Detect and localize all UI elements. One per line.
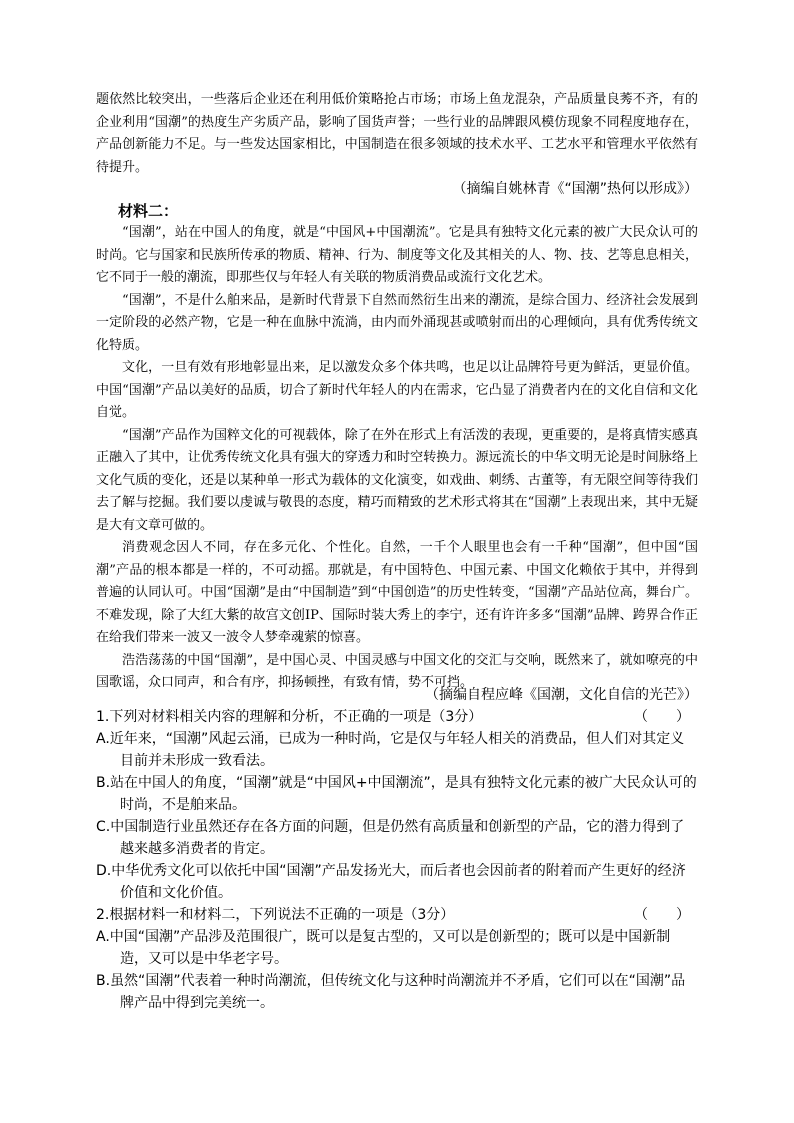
question-1: [96, 706, 698, 904]
question-stem: [96, 706, 698, 728]
answer-blank[interactable]: （ ）: [634, 907, 690, 923]
option-text: 中国“国潮”产品涉及范围很广，既可以是复古型的，又可以是创新型的；既可以是中国新制造，又可以是中华老字号。: [109, 929, 671, 967]
option-d[interactable]: [86, 860, 698, 904]
source-citation-2: （摘编自程应峰《国潮，文化自信的光芒》）: [425, 687, 698, 703]
material2-body: [96, 222, 698, 695]
option-label: C.: [96, 819, 111, 835]
material2-paragraph: 浩浩荡荡的中国“国潮”，是中国心灵、中国灵感与中国文化的交汇与交响，既然来了，就如嘹亮的中国歌谣，众口同声，和合有序，抑扬顿挫，有致有情，势不可挡。: [96, 652, 698, 690]
question-stem-text: 2.根据材料一和材料二，下列说法不正确的一项是（3分）: [96, 907, 455, 923]
option-text: 中华优秀文化可以依托中国“国潮”产品发扬光大，而后者也会因前者的附着而产生更好的经济价值和文化价值。: [111, 863, 686, 901]
material1-tail-paragraph: [96, 89, 698, 179]
answer-blank[interactable]: （ ）: [634, 709, 690, 725]
question-2: [96, 904, 698, 1014]
option-text: 站在中国人的角度，“国潮”就是“中国风+中国潮流”，是具有独特文化元素的被广大民众认可的时尚，不是舶来品。: [110, 775, 697, 813]
option-label: A.: [96, 731, 110, 747]
option-text: 近年来，“国潮”风起云涌，已成为一种时尚，它是仅与年轻人相关的消费品，但人们对其定义目前并未形成一致看法。: [109, 731, 685, 769]
option-b[interactable]: [86, 772, 698, 816]
question-stem-text: 1.下列对材料相关内容的理解和分析，不正确的一项是（3分）: [96, 709, 483, 725]
option-label: B.: [96, 973, 111, 989]
option-text: 中国制造行业虽然还存在各方面的问题，但是仍然有高质量和创新型的产品，它的潜力得到了越来越多消费者的肯定。: [110, 819, 685, 857]
option-b[interactable]: [86, 970, 698, 1014]
material2-paragraph: “国潮”产品作为国粹文化的可视载体，除了在外在形式上有活泼的表现，更重要的，是将真情实感真正融入了其中，让优秀传统文化具有强大的穿透力和时空转换力。源远流长的中华文明无论是时间脉络上文化气质的变化，还是以某种单一形式为载体的文化演变，如戏曲、刺绣、古董等，有无限空间等待我们去了解与挖掘。我们要以虔诚与敬畏的态度，精巧而精致的艺术形式将其在“国潮”上表现出来，其中无疑是大有文章可做的。: [96, 427, 698, 533]
question-stem: [96, 904, 698, 926]
option-label: D.: [96, 863, 112, 879]
material2-paragraph: 消费观念因人不同，存在多元化、个性化。自然，一千个人眼里也会有一千种“国潮”，但中国“国潮”产品的根本都是一样的，不可动摇。那就是，有中国特色、中国元素、中国文化赖依于其中，并得到普遍的认同认可。中国“国潮”是由“中国制造”到“中国创造”的历史性转变，“国潮”产品站位高，舞台广。不难发现，除了大红大紫的故宫文创IP、国际时装大秀上的李宁，还有许许多多“国潮”品牌、跨界合作正在给我们带来一波又一波令人梦牵魂萦的惊喜。: [96, 540, 698, 645]
material2-heading: 材料二：: [118, 202, 179, 220]
option-text: 虽然“国潮”代表着一种时尚潮流，但传统文化与这种时尚潮流并不矛盾，它们可以在“国潮”品牌产品中得到完美统一。: [110, 973, 686, 1011]
option-c[interactable]: [86, 816, 698, 860]
option-a[interactable]: [86, 728, 698, 772]
material2-paragraph: “国潮”，站在中国人的角度，就是“中国风+中国潮流”。它是具有独特文化元素的被广大民众认可的时尚。它与国家和民族所传承的物质、精神、行为、制度等文化及其相关的人、物、技、艺等息息相关，它不同于一般的潮流，即那些仅与年轻人有关联的物质消费品或流行文化艺术。: [96, 225, 698, 285]
option-label: B.: [96, 775, 111, 791]
option-label: A.: [96, 929, 110, 945]
material2-paragraph: “国潮”，不是什么舶来品，是新时代背景下自然而然衍生出来的潮流，是综合国力、经济社会发展到一定阶段的必然产物，它是一种在血脉中流淌，由内而外涌现甚或喷射而出的心理倾向，具有优秀传统文化特质。: [96, 292, 698, 353]
option-a[interactable]: [86, 926, 698, 970]
material2-paragraph: 文化，一旦有效有形地彰显出来，足以激发众多个体共鸣，也足以让品牌符号更为鲜活，更显价值。中国“国潮”产品以美好的品质，切合了新时代年轻人的内在需求，它凸显了消费者内在的文化自信和文化自觉。: [96, 360, 698, 420]
source-citation-1: （摘编自姚林青《“国潮”热何以形成》）: [452, 181, 698, 197]
paragraph-text: 题依然比较突出，一些落后企业还在利用低价策略抢占市场；市场上鱼龙混杂，产品质量良莠不齐，有的企业利用“国潮”的热度生产劣质产品，影响了国货声誉；一些行业的品牌跟风模仿现象不同程度地存在，产品创新能力不足。与一些发达国家相比，中国制造在很多领域的技术水平、工艺水平和管理水平依然有待提升。: [96, 92, 698, 175]
